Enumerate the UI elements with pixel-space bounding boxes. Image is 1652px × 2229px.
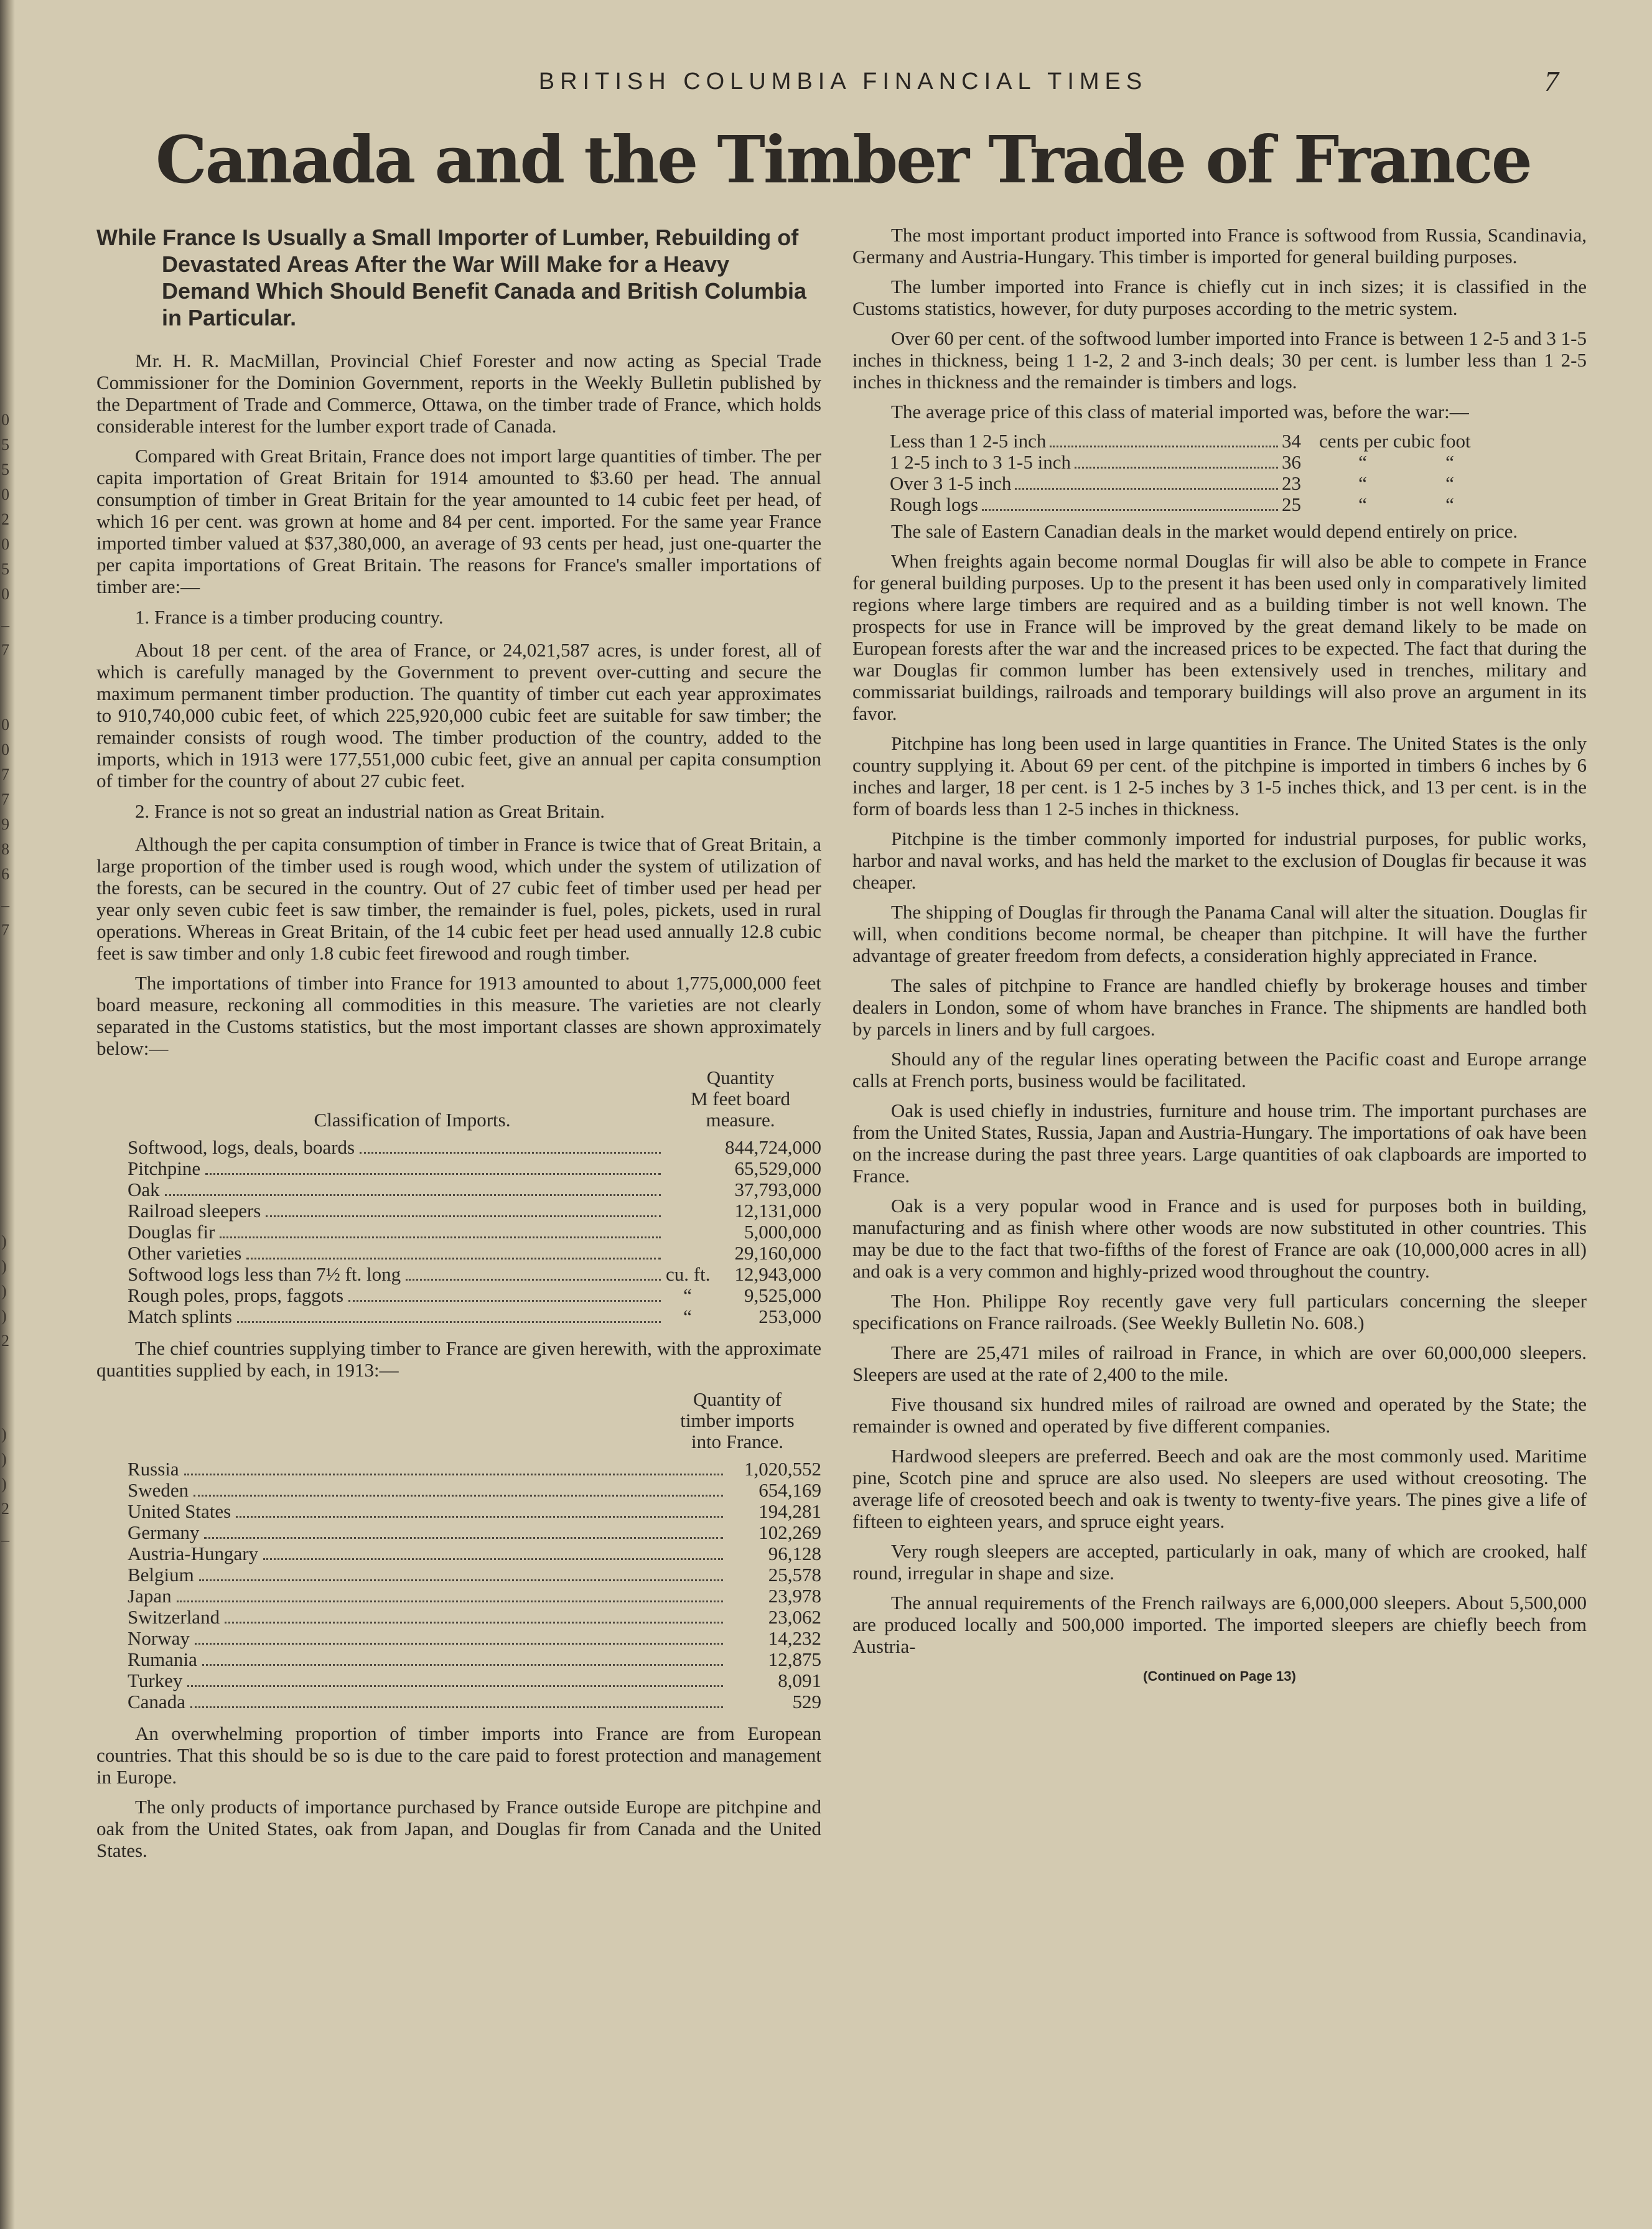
country-value: 23,062	[768, 1606, 821, 1628]
country-name: Switzerland	[128, 1606, 220, 1628]
qty-header-line: Quantity	[706, 1067, 775, 1088]
dot-leader	[199, 1566, 723, 1581]
paragraph: The average price of this class of material imported was, before the war:—	[891, 401, 1469, 423]
table-row	[128, 1586, 821, 1607]
ditto-mark: “	[1358, 472, 1367, 494]
margin-mark: –	[1, 616, 9, 634]
price-table	[890, 431, 1524, 515]
country-name: Germany	[128, 1521, 200, 1543]
dot-leader	[982, 496, 1278, 511]
dot-leader	[225, 1609, 723, 1624]
margin-mark: )	[1, 1475, 7, 1493]
row-label: Pitchpine	[128, 1157, 201, 1179]
left-column	[96, 224, 821, 1869]
paragraph: The only products of importance purchased by France outside Europe are pitchpine and oak from the United States, oak from Japan, and Douglas fir from Canada and the United States.	[96, 1796, 821, 1861]
row-unit: “	[683, 1284, 692, 1306]
country-name: Rumania	[128, 1648, 197, 1670]
row-label: Douglas fir	[128, 1221, 215, 1243]
country-value: 1,020,552	[744, 1458, 821, 1480]
continued-note: (Continued on Page 13)	[1143, 1668, 1296, 1684]
paragraph: There are 25,471 miles of railroad in France, in which are over 60,000,000 sleepers. Sleepers are used at the rate of 2,400 to the mile.	[852, 1342, 1587, 1385]
country-value: 8,091	[778, 1670, 821, 1691]
row-label: Other varieties	[128, 1242, 242, 1264]
imports-table-header	[128, 1067, 821, 1131]
countries-header-line: Quantity of	[693, 1388, 782, 1410]
margin-mark: )	[1, 1282, 7, 1300]
dot-leader	[360, 1139, 661, 1154]
dot-leader	[263, 1545, 723, 1560]
dot-leader	[165, 1181, 661, 1196]
paragraph: The lumber imported into France is chiefly cut in inch sizes; it is classified in the Customs statistics, however, for duty purposes according to the metric system.	[852, 276, 1587, 319]
article-headline: Canada and the Timber Trade of France	[156, 121, 1531, 198]
margin-mark: 5	[1, 460, 9, 479]
dot-leader	[266, 1202, 661, 1217]
margin-mark: 0	[1, 741, 9, 759]
price-unit	[1319, 473, 1524, 494]
countries-rows	[128, 1459, 821, 1713]
dot-leader	[220, 1223, 661, 1238]
table-row	[128, 1459, 821, 1480]
table-row	[128, 1480, 821, 1501]
left-paragraphs-e	[96, 1722, 821, 1861]
countries-table	[96, 1389, 821, 1713]
margin-mark: –	[1, 1531, 9, 1549]
dot-leader	[190, 1693, 723, 1708]
row-value: 844,724,000	[725, 1136, 821, 1158]
margin-mark: )	[1, 1257, 7, 1275]
table-row	[128, 1285, 821, 1306]
dot-leader	[204, 1524, 723, 1539]
price-unit	[1319, 494, 1524, 515]
dot-leader	[1015, 475, 1278, 490]
country-value: 14,232	[768, 1627, 821, 1649]
row-unit: cu. ft.	[666, 1263, 711, 1285]
price-row	[890, 494, 1524, 515]
paragraph: An overwhelming proportion of timber imports into France are from European countries. That this should be so is due to the care paid to forest protection and management in Europe.	[96, 1722, 821, 1788]
dot-leader	[194, 1482, 723, 1497]
imports-label-header: Classification of Imports.	[314, 1109, 511, 1131]
price-value: 23	[1282, 472, 1301, 494]
dot-leader	[187, 1672, 723, 1687]
countries-header-line: into France.	[691, 1431, 784, 1452]
country-name: Sweden	[128, 1479, 189, 1501]
table-row	[128, 1222, 821, 1243]
paragraph: The Hon. Philippe Roy recently gave very full particulars concerning the sleeper specifications on France railroads. (See Weekly Bulletin No. 608.)	[852, 1290, 1587, 1334]
country-name: Belgium	[128, 1564, 194, 1586]
right-column	[852, 224, 1587, 1687]
margin-mark: )	[1, 1450, 7, 1468]
row-label: Oak	[128, 1179, 160, 1200]
right-paragraphs-b	[852, 520, 1587, 1657]
table-row	[128, 1200, 821, 1222]
ditto-mark: “	[1358, 451, 1367, 473]
dot-leader	[406, 1266, 661, 1281]
page-number: 7	[1544, 65, 1559, 97]
dot-leader	[348, 1287, 661, 1302]
row-value: 9,525,000	[744, 1284, 821, 1306]
imports-table	[96, 1067, 821, 1327]
imports-rows	[128, 1137, 821, 1327]
dot-leader	[1050, 432, 1278, 447]
price-label: Over 3 1-5 inch	[890, 472, 1012, 494]
margin-mark: )	[1, 1232, 7, 1250]
table-row	[128, 1543, 821, 1564]
row-label: Railroad sleepers	[128, 1200, 261, 1222]
paragraph: Very rough sleepers are accepted, particularly in oak, many of which are crooked, half round, irregular in shape and size.	[852, 1540, 1587, 1584]
dot-leader	[202, 1651, 723, 1666]
paragraph: Compared with Great Britain, France does not import large quantities of timber. The per capita importation of Great Britain for 1914 amounted to $3.60 per head. The annual consumption of timber in Great Britain for the year amounted to 14 cubic feet per head, of which 16 per cent. was grown at home and 84 per cent. imported. For the same year France imported timber valued at $37,380,000, an average of 93 cents per head, just one-quarter the per capita importations of Great Britain. The reasons for France's smaller importations of timber are:—	[96, 445, 821, 597]
qty-header-line: M feet board	[690, 1088, 791, 1110]
price-unit	[1319, 452, 1524, 473]
running-head	[96, 65, 1590, 106]
margin-mark: 7	[1, 921, 9, 939]
running-title: BRITISH COLUMBIA FINANCIAL TIMES	[538, 68, 1148, 95]
dot-leader	[184, 1460, 723, 1475]
margin-mark: 9	[1, 815, 9, 833]
countries-header-line: timber imports	[680, 1409, 795, 1431]
country-name: Turkey	[128, 1670, 183, 1691]
paragraph: The chief countries supplying timber to France are given herewith, with the approximate quantities supplied by each, in 1913:—	[96, 1337, 821, 1381]
ditto-mark: “	[1358, 493, 1367, 515]
paragraph: The annual requirements of the French railways are 6,000,000 sleepers. About 5,500,000 are produced locally and 500,000 imported. The imported sleepers are chiefly beech from Austria-	[852, 1592, 1587, 1657]
dot-leader	[195, 1630, 723, 1645]
paragraph: Pitchpine is the timber commonly imported for industrial purposes, for public works, harbor and naval works, and has held the market to the exclusion of Douglas fir because it was cheaper.	[852, 828, 1587, 893]
table-row	[128, 1670, 821, 1691]
table-row	[128, 1137, 821, 1158]
margin-mark: 5	[1, 560, 9, 578]
margin-mark: 2	[1, 1500, 9, 1518]
margin-mark: 0	[1, 716, 9, 734]
price-value: 25	[1282, 493, 1301, 515]
margin-marks	[1, 0, 14, 2229]
row-value: 29,160,000	[734, 1242, 821, 1264]
dot-leader	[246, 1245, 661, 1259]
margin-mark: )	[1, 1307, 7, 1325]
margin-mark: 2	[1, 510, 9, 528]
country-name: Canada	[128, 1691, 185, 1713]
price-label: Rough logs	[890, 493, 979, 515]
margin-mark: 0	[1, 411, 9, 429]
paragraph: When freights again become normal Douglas fir will also be able to compete in France for general building purposes. Up to the present it has been used only in comparatively limited regions where large timbers are required and as a building timber is not well known. The prospects for use in France will be improved by the great demand likely to be made on European forests after the war and the increased prices to be expected. The fact that during the war Douglas fir common lumber has been extensively used in trenches, military and commissariat buildings, railroads and temporary buildings will also prove an argument in its favor.	[852, 550, 1587, 724]
country-value: 654,169	[758, 1479, 821, 1501]
margin-mark: 7	[1, 765, 9, 783]
margin-mark: )	[1, 1425, 7, 1443]
table-row	[128, 1179, 821, 1200]
point-1: 1. France is a timber producing country.	[135, 606, 444, 628]
row-value: 12,131,000	[734, 1200, 821, 1222]
margin-mark: 5	[1, 436, 9, 454]
price-row	[890, 431, 1524, 452]
table-row	[128, 1649, 821, 1670]
table-row	[128, 1691, 821, 1713]
article-deck: While France Is Usually a Small Importer of Lumber, Rebuilding of Devastated Areas After the War Will Make for a Heavy Demand Which Should Benefit Canada and British Columbia in Particular.	[96, 225, 807, 330]
table-row	[128, 1306, 821, 1327]
table-row	[128, 1158, 821, 1179]
row-unit: “	[683, 1306, 692, 1327]
paragraph: Over 60 per cent. of the softwood lumber imported into France is between 1 2-5 and 3 1-5 inches in thickness, being 1 1-2, 2 and 3-inch deals; 30 per cent. is lumber less than 1 2-5 inches in thickness and the remainder is timbers and logs.	[852, 327, 1587, 393]
margin-mark: 0	[1, 535, 9, 553]
margin-mark: 0	[1, 485, 9, 503]
country-value: 194,281	[758, 1500, 821, 1522]
price-value: 36	[1282, 451, 1301, 473]
country-name: United States	[128, 1500, 231, 1522]
paragraph: The sale of Eastern Canadian deals in the market would depend entirely on price.	[891, 520, 1518, 542]
country-value: 25,578	[768, 1564, 821, 1586]
dot-leader	[177, 1587, 723, 1602]
country-value: 529	[792, 1691, 821, 1713]
country-name: Austria-Hungary	[128, 1543, 259, 1564]
point-2: 2. France is not so great an industrial nation as Great Britain.	[135, 800, 605, 822]
country-value: 102,269	[758, 1521, 821, 1543]
paragraph: The shipping of Douglas fir through the Panama Canal will alter the situation. Douglas fir will, when conditions become normal, be cheaper than pitchpine. It will have the further advantage of greater freedom from defects, a consideration highly appreciated in France.	[852, 901, 1587, 966]
table-row	[128, 1501, 821, 1522]
paragraph: The most important product imported into France is softwood from Russia, Scandinavia, Germany and Austria-Hungary. This timber is imported for general building purposes.	[852, 224, 1587, 268]
margin-mark: 8	[1, 840, 9, 858]
paragraph: Oak is a very popular wood in France and is used for purposes both in building, manufacturing and as finish where other woods are now substituted in other countries. This may be due to the fact that two-fifths of the forest of France are oak (10,000,000 acres in all) and oak is a very common and highly-prized wood throughout the country.	[852, 1195, 1587, 1282]
ditto-mark: “	[1445, 493, 1454, 515]
country-value: 96,128	[768, 1543, 821, 1564]
price-label: 1 2-5 inch to 3 1-5 inch	[890, 451, 1071, 473]
paragraph: Although the per capita consumption of timber in France is twice that of Great Britain, a large proportion of the timber used is rough wood, which under the system of utilization of the forests, can be secured in the country. Out of 27 cubic feet of timber used per head per year only seven cubic feet is saw timber, the remainder is fuel, poles, pickets, used in rural operations. Whereas in Great Britain, of the 14 cubic feet per head used annually 12.8 cubic feet is saw timber and only 1.8 cubic feet firewood and rough timber.	[96, 833, 821, 964]
paragraph: Hardwood sleepers are preferred. Beech and oak are the most commonly used. Maritime pine, Scotch pine and spruce are also used. No sleepers are used without creosoting. The average life of creosoted beech and oak is twenty to twenty-five years. The pines give a life of fifteen to eighteen years, and spruce eight years.	[852, 1445, 1587, 1532]
table-row	[128, 1607, 821, 1628]
qty-header-line: measure.	[706, 1109, 775, 1131]
price-value: 34	[1282, 430, 1301, 452]
dot-leader	[205, 1160, 661, 1175]
row-value: 12,943,000	[734, 1263, 821, 1285]
row-label: Softwood, logs, deals, boards	[128, 1136, 355, 1158]
margin-mark: –	[1, 896, 9, 914]
margin-mark: 7	[1, 641, 9, 659]
right-paragraphs-a	[852, 224, 1587, 423]
paragraph: Pitchpine has long been used in large quantities in France. The United States is the only country supplying it. About 69 per cent. of the pitchpine is imported in timbers 6 inches by 6 inches and larger, 18 per cent. is 1 2-5 inches by 3 1-5 inches thick, and 13 per cent. is in the form of boards less than 1 2-5 inches in thickness.	[852, 732, 1587, 820]
table-row	[128, 1264, 821, 1285]
country-value: 12,875	[768, 1648, 821, 1670]
price-row	[890, 473, 1524, 494]
dot-leader	[236, 1503, 723, 1518]
country-name: Japan	[128, 1585, 172, 1607]
row-label: Softwood logs less than 7½ ft. long	[128, 1263, 401, 1285]
imports-qty-header	[660, 1067, 821, 1131]
margin-mark: 0	[1, 585, 9, 603]
left-paragraphs-c	[96, 833, 821, 1059]
price-unit: cents per cubic foot	[1319, 430, 1471, 452]
margin-mark: 7	[1, 790, 9, 808]
paragraph: Mr. H. R. MacMillan, Provincial Chief Forester and now acting as Special Trade Commissioner for the Dominion Government, reports in the Weekly Bulletin published by the Department of Trade and Commerce, Ottawa, on the timber trade of France, which holds considerable interest for the lumber export trade of Canada.	[96, 350, 821, 437]
table-row	[128, 1628, 821, 1649]
row-value: 253,000	[758, 1306, 821, 1327]
ditto-mark: “	[1445, 451, 1454, 473]
margin-mark: 6	[1, 865, 9, 883]
margin-mark: 2	[1, 1332, 9, 1350]
row-label: Match splints	[128, 1306, 232, 1327]
paragraph: Oak is used chiefly in industries, furniture and house trim. The important purchases are from the United States, Russia, Japan and Austria-Hungary. The importations of oak have been on the increase during the past three years. Large quantities of oak clapboards are imported to France.	[852, 1100, 1587, 1187]
country-value: 23,978	[768, 1585, 821, 1607]
countries-table-header	[128, 1389, 821, 1452]
row-value: 37,793,000	[734, 1179, 821, 1200]
paragraph: The sales of pitchpine to France are handled chiefly by brokerage houses and timber dealers in London, some of whom have branches in France. The shipments are handled both by parcels in liners and by full cargoes.	[852, 974, 1587, 1040]
table-row	[128, 1243, 821, 1264]
row-value: 5,000,000	[744, 1221, 821, 1243]
table-row	[128, 1522, 821, 1543]
left-paragraphs-a	[96, 350, 821, 597]
paragraph: The importations of timber into France for 1913 amounted to about 1,775,000,000 feet board measure, reckoning all commodities in this measure. The varieties are not clearly separated in the Customs statistics, but the most important classes are shown approximately below:—	[96, 972, 821, 1059]
country-name: Norway	[128, 1627, 190, 1649]
ditto-mark: “	[1445, 472, 1454, 494]
paragraph: Five thousand six hundred miles of railroad are owned and operated by the State; the remainder is owned and operated by five different companies.	[852, 1393, 1587, 1437]
country-name: Russia	[128, 1458, 179, 1480]
row-label: Rough poles, props, faggots	[128, 1284, 344, 1306]
dot-leader	[1075, 454, 1278, 469]
row-value: 65,529,000	[734, 1157, 821, 1179]
paragraph: About 18 per cent. of the area of France, or 24,021,587 acres, is under forest, all of which is carefully managed by the Government to prevent over-cutting and secure the maximum permanent timber production. The quantity of timber cut each year approximates to 910,740,000 cubic feet, of which 225,920,000 cubic feet are suitable for saw timber; the remainder consists of rough wood. The timber production of the country, added to the imports, which in 1913 were 177,551,000 cubic feet, give an annual per capita consumption of timber for the country of about 27 cubic feet.	[96, 639, 821, 792]
price-row	[890, 452, 1524, 473]
table-row	[128, 1564, 821, 1586]
paragraph: Should any of the regular lines operating between the Pacific coast and Europe arrange calls at French ports, business would be facilitated.	[852, 1048, 1587, 1091]
price-label: Less than 1 2-5 inch	[890, 430, 1047, 452]
page	[96, 65, 1590, 2197]
dot-leader	[237, 1308, 661, 1323]
